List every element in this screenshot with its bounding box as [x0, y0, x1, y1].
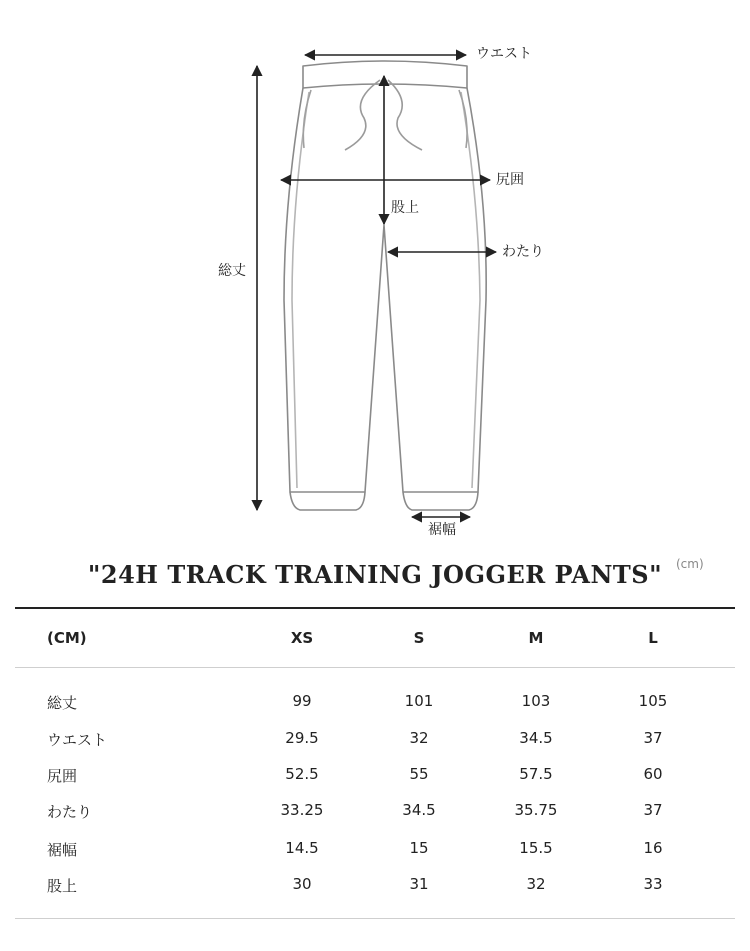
table-top-rule: [15, 607, 735, 609]
table-row: [0, 692, 750, 716]
table-row: [0, 729, 750, 753]
cell-value: 34.5: [402, 801, 436, 819]
cell-value: 14.5: [285, 839, 319, 857]
hip-dimension-label: 尻囲: [496, 172, 524, 188]
header-size-l: L: [648, 629, 658, 647]
cell-value: 105: [638, 692, 668, 710]
cell-value: 35.75: [514, 801, 558, 819]
row-label: ウエスト: [47, 731, 108, 749]
header-size-s: S: [413, 629, 425, 647]
cell-value: 33.25: [280, 801, 324, 819]
header-size-xs: XS: [290, 629, 314, 647]
product-title: "24H TRACK TRAINING JOGGER PANTS": [87, 560, 663, 589]
cell-value: 16: [643, 839, 663, 857]
table-row: [0, 765, 750, 789]
row-label: 総丈: [47, 694, 78, 712]
cell-value: 52.5: [285, 765, 319, 783]
cell-value: 37: [643, 729, 663, 747]
row-label: わたり: [47, 803, 93, 821]
cell-value: 29.5: [285, 729, 319, 747]
cell-value: 57.5: [519, 765, 553, 783]
table-header-rule: [15, 667, 735, 668]
hem-dimension-label: 裾幅: [428, 522, 456, 538]
cell-value: 31: [409, 875, 429, 893]
row-label: 裾幅: [47, 841, 78, 859]
thigh-dimension-label: わたり: [502, 244, 544, 260]
table-row: [0, 875, 750, 899]
cell-value: 60: [643, 765, 663, 783]
cell-value: 99: [292, 692, 312, 710]
cell-value: 15: [409, 839, 429, 857]
table-row: [0, 801, 750, 825]
cell-value: 101: [404, 692, 434, 710]
waist-dimension-label: ウエスト: [476, 46, 532, 62]
table-bottom-rule: [15, 918, 735, 919]
header-size-m: M: [528, 629, 544, 647]
header-unit-label: (CM): [47, 629, 87, 647]
cell-value: 32: [526, 875, 546, 893]
cell-value: 30: [292, 875, 312, 893]
cell-value: 32: [409, 729, 429, 747]
cell-value: 55: [409, 765, 429, 783]
cell-value: 34.5: [519, 729, 553, 747]
row-label: 股上: [47, 877, 78, 895]
length-dimension-label: 総丈: [218, 263, 246, 279]
cell-value: 15.5: [519, 839, 553, 857]
rise-dimension-label: 股上: [391, 200, 419, 216]
cell-value: 33: [643, 875, 663, 893]
cell-value: 103: [521, 692, 551, 710]
row-label: 尻囲: [47, 767, 78, 785]
unit-label: (cm): [676, 557, 704, 571]
table-row: [0, 839, 750, 863]
cell-value: 37: [643, 801, 663, 819]
